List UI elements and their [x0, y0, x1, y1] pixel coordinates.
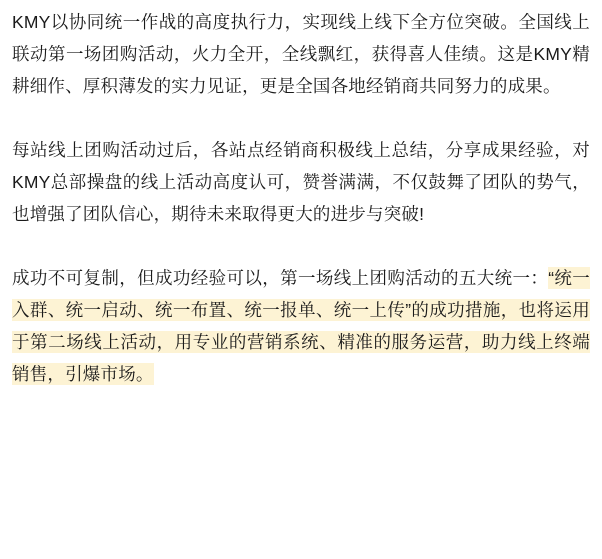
paragraph-2: [12, 134, 590, 230]
paragraph-3: [12, 262, 590, 390]
paragraph-3-text-plain: 成功不可复制，但成功经验可以，第一场线上团购活动的五大统一：: [12, 268, 549, 288]
paragraph-3-text-highlighted: “统一入群、统一启动、统一布置、统一报单、统一上传”的成功措施，也将运用于第二场线上活动，用专业的营销系统、精准的服务运营，助力线上终端销售，引爆市场。: [12, 268, 590, 384]
paragraph-1-text: KMY以协同统一作战的高度执行力，实现线上线下全方位突破。全国线上联动第一场团购活动，火力全开，全线飘红，获得喜人佳绩。这是KMY精耕细作、厚积薄发的实力见证，更是全国各地经销商共同努力的成果。: [12, 12, 590, 96]
paragraph-1: [12, 6, 590, 102]
paragraph-2-text: 每站线上团购活动过后，各站点经销商积极线上总结，分享成果经验，对KMY总部操盘的线上活动高度认可，赞誉满满，不仅鼓舞了团队的势气，也增强了团队信心，期待未来取得更大的进步与突破!: [12, 140, 590, 224]
